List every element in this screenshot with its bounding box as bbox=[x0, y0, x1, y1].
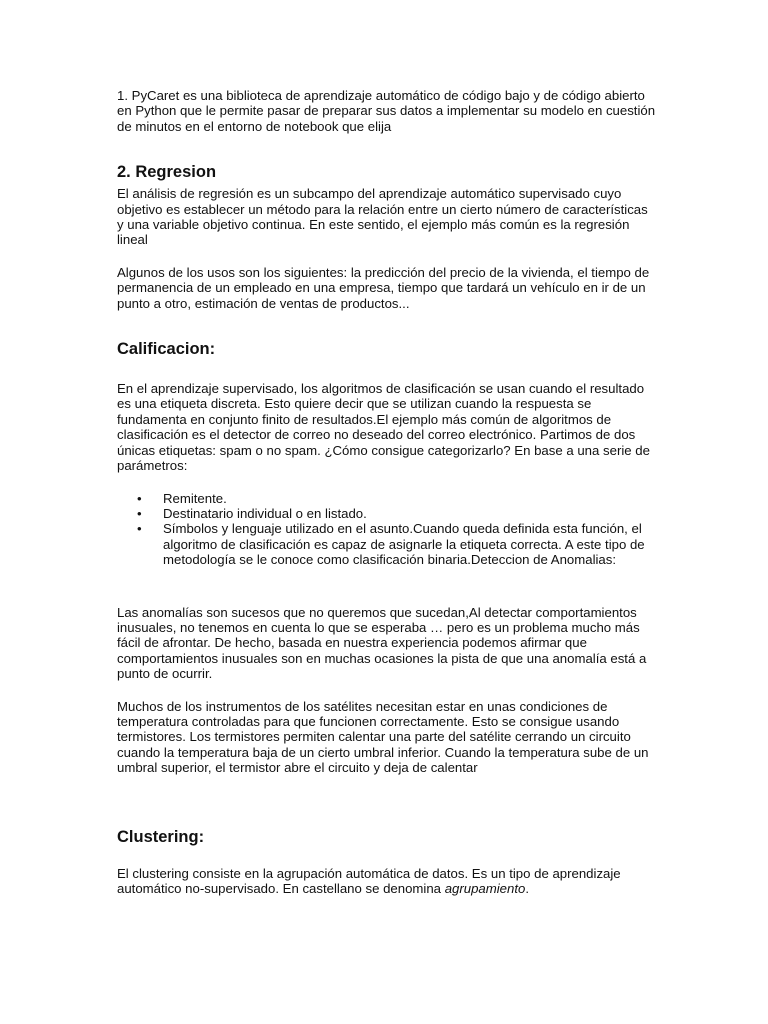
bullet-icon: • bbox=[137, 505, 142, 521]
regresion-paragraph-2: Algunos de los usos son los siguientes: la predicción del precio de la vivienda, el tiempo de permanencia de un empleado en una empresa, tiempo que tardará un vehículo en ir de un punto a otro, estimación de ventas de productos... bbox=[117, 264, 650, 311]
clustering-paragraph bbox=[117, 866, 657, 897]
list-item bbox=[137, 521, 657, 568]
list-item-text: Símbolos y lenguaje utilizado en el asunto.Cuando queda definida esta función, el algoritmo de clasificación es capaz de asignarle la etiqueta correcta. A este tipo de metodología se le conoce como clasificación binaria.Deteccion de Anomalias: bbox=[163, 521, 645, 568]
regresion-paragraph-1: El análisis de regresión es un subcampo del aprendizaje automático supervisado cuyo objetivo es establecer un método para la relación entre un cierto número de características y una variable objetivo continua. En este sentido, el ejemplo más común es la regresión lineal bbox=[117, 186, 648, 248]
list-item bbox=[137, 490, 657, 506]
list-item bbox=[137, 505, 657, 521]
bullet-icon: • bbox=[137, 521, 142, 537]
anomalias-paragraph-2: Muchos de los instrumentos de los satélites necesitan estar en unas condiciones de temperatura controladas para que funcionen correctamente. Esto se consigue usando termistores. Los termistores permiten calentar una parte del satélite cerrando un circuito cuando la temperatura baja de un cierto umbral inferior. Cuando la temperatura sube de un umbral superior, el termistor abre el circuito y deja de calentar bbox=[117, 698, 649, 776]
calificacion-heading: Calificacion: bbox=[117, 340, 216, 359]
anomalias-paragraph-1: Las anomalías son sucesos que no queremos que sucedan,Al detectar comportamientos inusuales, no tenemos en cuenta lo que se esperaba … pero es un problema mucho más fácil de afrontar. De hecho, basada en nuestra experiencia podemos afirmar que comportamientos inusuales son en muchas ocasiones la pista de que una anomalía está a punto de ocurrir. bbox=[117, 604, 647, 682]
clustering-text: El clustering consiste en la agrupación automática de datos. Es un tipo de aprendizaje automático no-supervisado. En castellano se denomina bbox=[117, 865, 621, 896]
intro-paragraph: 1. PyCaret es una biblioteca de aprendizaje automático de código bajo y de código abierto en Python que le permite pasar de preparar sus datos a implementar su modelo en cuestión de minutos en el entorno de notebook que elija bbox=[117, 88, 656, 134]
document-page bbox=[117, 88, 657, 896]
clustering-text-end: . bbox=[525, 881, 530, 896]
regresion-heading: 2. Regresion bbox=[117, 163, 217, 182]
bullet-icon: • bbox=[137, 490, 142, 506]
clustering-heading: Clustering: bbox=[117, 827, 205, 846]
calificacion-paragraph: En el aprendizaje supervisado, los algoritmos de clasificación se usan cuando el resultado es una etiqueta discreta. Esto quiere decir que se utilizan cuando la respuesta se fundamenta en conjunto finito de resultados.El ejemplo más común de algoritmos de clasificación es el detector de correo no deseado del correo electrónico. Partimos de dos únicas etiquetas: spam o no spam. ¿Cómo consigue categorizarlo? En base a una serie de parámetros: bbox=[117, 381, 650, 474]
list-item-text: Destinatario individual o en listado. bbox=[163, 505, 367, 521]
clustering-emphasis: agrupamiento bbox=[444, 881, 526, 896]
list-item-text: Remitente. bbox=[163, 490, 227, 506]
calificacion-parameter-list bbox=[117, 491, 657, 568]
